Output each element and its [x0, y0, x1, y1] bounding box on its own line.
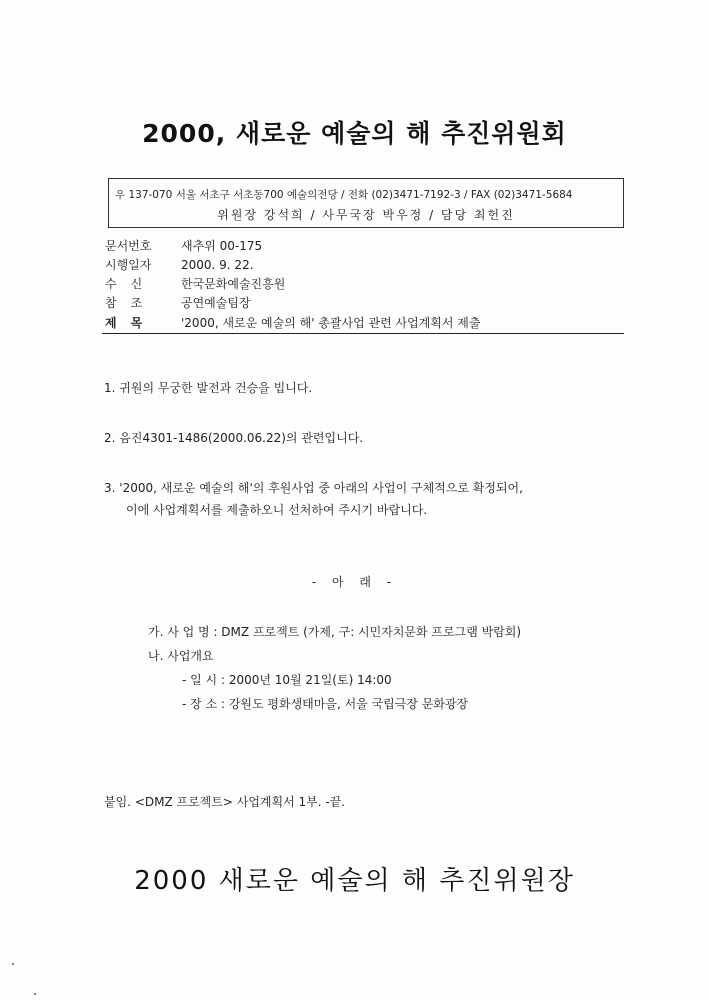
attachment-line: 붙임. <DMZ 프로젝트> 사업계획서 1부. -끝. — [104, 795, 346, 809]
reference-value: 공연예술팀장 — [181, 296, 251, 310]
subject-value: '2000, 새로운 예술의 해' 총괄사업 관련 사업계획서 제출 — [181, 316, 481, 330]
scan-speck — [12, 963, 14, 965]
subject-divider — [102, 333, 624, 334]
detail-datetime: - 일 시 : 2000년 10월 21일(토) 14:00 — [182, 673, 392, 687]
doc-number-label: 문서번호 — [105, 239, 152, 253]
sender-staff-line: 위원장 강석희 / 사무국장 박우정 / 담당 최헌진 — [217, 208, 515, 222]
reference-row — [105, 294, 251, 311]
recipient-label: 수신 — [105, 277, 157, 291]
below-heading: - 아 래 - — [311, 575, 398, 589]
detail-overview-heading: 나. 사업개요 — [148, 649, 214, 663]
reference-label: 참조 — [105, 296, 157, 310]
body-item-3-line-1: 3. '2000, 새로운 예술의 해'의 후원사업 중 아래의 사업이 구체적으로 확정되어, — [104, 481, 523, 495]
doc-number-row — [105, 237, 262, 254]
detail-project-name: 가. 사 업 명 : DMZ 프로젝트 (가제, 구: 시민자치문화 프로그램 박람회) — [148, 625, 522, 639]
body-item-2: 2. 음진4301-1486(2000.06.22)의 관련입니다. — [104, 431, 364, 445]
sender-address-line: 우 137-070 서울 서초구 서초동700 예술의전당 / 전화 (02)3471-7192-3 / FAX (02)3471-5684 — [115, 189, 573, 201]
recipient-value: 한국문화예술진흥원 — [181, 277, 286, 291]
date-label: 시행일자 — [105, 258, 152, 272]
doc-number-value: 새추위 00-175 — [181, 239, 263, 253]
date-row — [105, 256, 254, 273]
body-item-3-line-2: 이에 사업계획서를 제출하오니 선처하여 주시기 바랍니다. — [126, 503, 428, 517]
recipient-row — [105, 275, 285, 292]
scan-speck — [34, 993, 36, 995]
closing-signature: 2000 새로운 예술의 해 추진위원장 — [134, 866, 575, 896]
sender-info-box — [108, 178, 624, 228]
detail-location: - 장 소 : 강원도 평화생태마을, 서울 국립극장 문화광장 — [182, 697, 469, 711]
body-item-1: 1. 귀원의 무궁한 발전과 건승을 빕니다. — [104, 381, 313, 395]
date-value: 2000. 9. 22. — [181, 258, 254, 272]
subject-row — [105, 314, 481, 331]
document-title: 2000, 새로운 예술의 해 추진위원회 — [142, 119, 567, 148]
subject-label: 제목 — [105, 316, 157, 330]
